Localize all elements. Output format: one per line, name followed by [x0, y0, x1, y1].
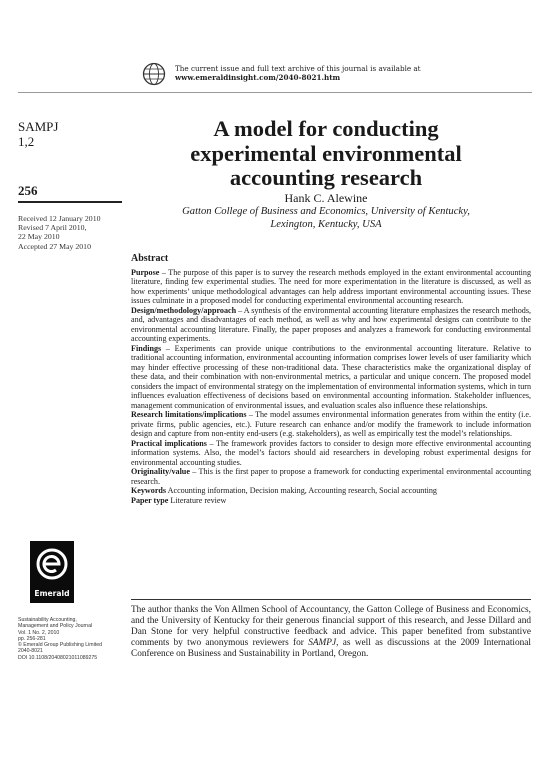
purpose-label: Purpose	[131, 267, 160, 277]
affiliation-line-2: Lexington, Kentucky, USA	[270, 218, 382, 230]
journal-url-link[interactable]: www.emeraldinsight.com/2040-8021.htm	[175, 73, 341, 82]
originality-label: Originality/value	[131, 467, 190, 476]
design-label: Design/methodology/approach	[131, 305, 237, 315]
practical-text: – The framework provides factors to consider to design more effective environmental accounting information systems. Also, the model’s factors should aid researchers in developing robust experimental designs for environmental accounting studies.	[131, 438, 531, 467]
keywords-label: Keywords	[131, 486, 167, 495]
title-line-1: A model for conducting	[213, 116, 439, 141]
abstract-paper-type	[131, 496, 531, 506]
ack-text-b: , as well as discussions at the 2009 International Conference on Business and Sustainability in Portland, Oregon.	[131, 638, 531, 659]
journal-code: SAMPJ	[18, 119, 59, 134]
limitations-label: Research limitations/implications	[131, 410, 247, 419]
abstract-findings	[131, 344, 531, 411]
abstract-purpose	[131, 268, 531, 306]
accepted-date: Accepted 27 May 2010	[18, 241, 91, 251]
affiliation-line-1: Gatton College of Business and Economics, University of Kentucky,	[182, 206, 470, 217]
article-title	[130, 117, 522, 191]
volume-issue: 1,2	[18, 134, 35, 149]
ack-journal-italic: SAMPJ	[308, 638, 337, 648]
originality-text: – This is the first paper to propose a framework for conducting experimental environmental accounting research.	[131, 467, 531, 486]
emerald-e-icon	[30, 544, 74, 588]
keywords-text: Accounting information, Decision making, Accounting research, Social accounting	[166, 486, 437, 495]
footnote-divider	[131, 599, 531, 600]
header-divider	[18, 92, 532, 93]
journal-code-block	[18, 119, 58, 149]
journal-name-2: Management and Policy Journal	[18, 623, 93, 630]
journal-info	[18, 617, 102, 661]
limitations-text: – The model assumes environmental information generates from within the entity (i.e. private firms, public agencies, etc.). Future research can enhance and/or modify the framework to include information design and capture from non-entity end-users (e.g. stakeholders), as well as empirically test the model’s relationships.	[131, 410, 532, 438]
page-number: 256	[18, 183, 38, 198]
abstract-practical	[131, 439, 531, 468]
findings-text: – Experiments can provide unique contributions to the environmental accounting literature. Relative to traditional accounting information, environmental accounting information comprises lower levels of user familiarity which may hinder effective processing of these non-traditional data. These characteristics make the organizational display of these data, and their combination with non-environmental metrics, a particular and unique concern. The proposed model considers the impact of environmental strategy on the implementation of environmental information systems, which in turn influences evaluation effectiveness of decisions based on environmental accounting information. Stakeholder influences, management communication of environmental issues, and evaluation scales also influence these relationships.	[131, 343, 531, 410]
emerald-logo	[30, 541, 74, 603]
availability-note	[175, 64, 421, 82]
paper-type-label: Paper type	[131, 495, 169, 505]
design-text: – A synthesis of the environmental accounting literature emphasizes the research methods, and, advantages and disadvantages of each method, as well as why and how experimental designs can contribute to the environmental accounting literature. Finally, the paper proposes and analyzes a framework for conducting environmental accounting experiments.	[131, 305, 531, 343]
findings-label: Findings	[131, 343, 162, 353]
journal-name: Sustainability Accounting,	[18, 617, 77, 623]
abstract-design	[131, 306, 531, 344]
journal-volume: Vol. 1 No. 2, 2010	[18, 629, 60, 636]
emerald-logo-text: Emerald	[34, 589, 70, 598]
page-number-rule	[18, 201, 122, 203]
revised-date: Revised 7 April 2010,	[18, 223, 87, 233]
received-date: Received 12 January 2010	[18, 214, 101, 223]
revised-date-2: 22 May 2010	[18, 232, 60, 242]
abstract-section	[131, 254, 531, 505]
availability-text: The current issue and full text archive of this journal is available at	[175, 64, 421, 73]
purpose-text: – The purpose of this paper is to survey the research methods employed in the extant environmental accounting literature, finding few experimental studies. The need for more experimentation in the literature is discussed, as well as how experiments’ unique methodological advantages can help address important environmental accounting issues. These issues culminate in a proposed model for conducting experimental environmental accounting research.	[131, 267, 531, 305]
journal-issn: 2040-8021	[18, 648, 43, 655]
author-name: Hank C. Alewine	[284, 191, 368, 205]
author-affiliation	[130, 206, 522, 231]
journal-doi: DOI 10.1108/20408021011089275	[18, 654, 98, 661]
journal-pages: pp. 256-281	[18, 635, 46, 642]
globe-icon	[142, 62, 166, 86]
title-line-2: experimental environmental	[190, 140, 462, 166]
abstract-limitations	[131, 410, 531, 439]
abstract-originality	[131, 467, 531, 486]
paper-type-text: Literature review	[168, 495, 227, 505]
ack-text-a: The author thanks the Von Allmen School of Accountancy, the Gatton College of Business and Economics, and the University of Kentucky for their generous financial support of this research, and Jesse Dillard and Dan Stone for very helpful constructive feedback and advice. This paper benefited from substantive comments by two anonymous reviewers for	[131, 605, 531, 648]
abstract-heading: Abstract	[131, 253, 169, 264]
article-history	[18, 214, 101, 251]
title-line-3: accounting research	[229, 165, 423, 190]
journal-copyright: © Emerald Group Publishing Limited	[18, 642, 102, 649]
acknowledgement	[131, 605, 531, 660]
practical-label: Practical implications	[131, 438, 207, 448]
abstract-keywords	[131, 486, 531, 496]
